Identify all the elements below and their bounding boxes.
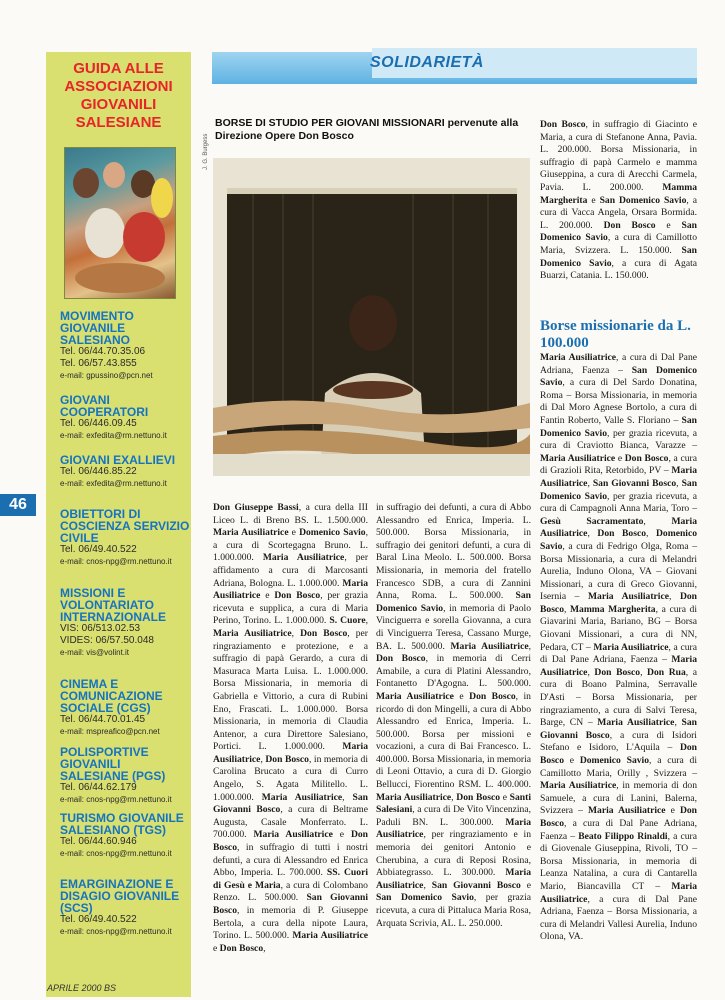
column-text: in suffragio dei defunti, a cura di Abbo Alessandro ed Enrica, Imperia. L. 500.000. Borsa Missionaria, in suffragio dei genitori defunti, a cura di Baral Lina Meolo. L. 500.000. Borsa Missionaria, in memoria del fratello Francesco SDB, a cura di Zannini Anna, Roma. L. 500.000. San Domenico Savio, in memoria di Paolo Vinciguerra e sorella Giovanna, a cura di Vinciguerra Teresa, Cassano Murge, BA. L. 500.000. Maria Ausiliatrice, Don Bosco, in memoria di Cerri Amabile, a cura di Platini Alessandro, Fontanetto D'Agogna. L. 500.000. Maria Ausiliatrice e Don Bosco, in ricordo di don Mingelli, a cura di Abbo Alessandro ed Enrica, Imperia. L. 500.000. Borsa per missioni e vocazioni, a cura di Bai Francesco. L. 400.000. Borsa Missionaria, in memoria di Leoni Ottavio, a cura di D. Giorgio Bellucci, Fiorentino RSM. L. 400.000. Maria Ausiliatrice, Don Bosco e Santi Salesiani, a cura di De Vito Vincenzina, Paduli BN. L. 300.000. Maria Ausiliatrice, per ringraziamento e in memoria dei genitori Antonio e Cherubina, a cura di Reposi Rosina, Abbiategrasso. L. 300.000. Maria Ausiliatrice, San Giovanni Bosco e San Domenico Savio, per grazia ricevuta, a cura di Pittaluca Maria Rosa, Arquata Scrivia, AL. L. 250.000. — [376, 502, 532, 929]
org-name: GIOVANI EXALLIEVI — [60, 453, 176, 467]
org-email[interactable]: e-mail: vis@volint.it — [60, 648, 130, 657]
org-name: OBIETTORI DI COSCIENZA SERVIZIO CIVILE — [60, 507, 190, 545]
org-email[interactable]: e-mail: cnos-npg@rm.nettuno.it — [60, 927, 172, 936]
org-tgs — [60, 812, 190, 859]
org-phone: Tel. 06/49.40.522 — [60, 914, 137, 925]
org-name: TURISMO GIOVANILE SALESIANO (TGS) — [60, 811, 184, 837]
org-phone: VIDES: 06/57.50.048 — [60, 635, 154, 646]
photo-illustration — [213, 158, 530, 476]
org-name: POLISPORTIVE GIOVANILI SALESIANE (PGS) — [60, 745, 166, 783]
org-exallievi — [60, 454, 190, 489]
org-phone: Tel. 06/446.85.22 — [60, 466, 137, 477]
photo-credit: J. G. Burgess — [203, 133, 209, 170]
org-name: EMARGINAZIONE E DISAGIO GIOVANILE (SCS) — [60, 877, 180, 915]
org-email[interactable]: e-mail: exfedita@rm.nettuno.it — [60, 479, 167, 488]
org-scs — [60, 878, 190, 937]
article-title: BORSE DI STUDIO PER GIOVANI MISSIONARI pervenute alla Direzione Opere Don Bosco — [215, 117, 519, 142]
sidebar-title: GUIDA ALLE ASSOCIAZIONI GIOVANILI SALESIANE — [64, 60, 173, 131]
org-email[interactable]: e-mail: exfedita@rm.nettuno.it — [60, 431, 167, 440]
org-phone: VIS: 06/513.02.53 — [60, 623, 141, 634]
org-phone: Tel. 06/446.09.45 — [60, 418, 137, 429]
org-obiettori — [60, 508, 190, 567]
org-phone: Tel. 06/44.70.35.06 — [60, 346, 146, 357]
article-column-2 — [376, 502, 531, 930]
org-phone: Tel. 06/44.60.946 — [60, 836, 137, 847]
org-cooperatori — [60, 394, 190, 441]
footer-issue: APRILE 2000 BS — [47, 983, 117, 993]
column-text: Don Bosco, in suffragio di Giacinto e Maria, a cura di Stefanone Anna, Pavia. L. 200.000. Borsa Missionaria, in suffragio di papà Carmelo e mamma Giuseppina, a cura di Arecchi Carmela, Pavia. L. 200.000. Mamma Margherita e San Domenico Savio, a cura di Vacca Angela, Orsara Bormida. L. 200.000. Don Bosco e San Domenico Savio, a cura di Camillotto Maria, Svizzera. L. 150.000. San Domenico Savio, a cura di Agata Buarzi, Catania. L. 150.000. — [540, 119, 697, 282]
article-column-3-bottom — [540, 352, 697, 944]
org-name: MOVIMENTO GIOVANILE SALESIANO — [60, 309, 134, 347]
section-title: SOLIDARIETÀ — [370, 54, 484, 71]
child-at-window-photo — [213, 158, 530, 476]
associations-sidebar — [46, 52, 191, 997]
org-name: GIOVANI COOPERATORI — [60, 393, 149, 419]
org-missioni — [60, 587, 190, 658]
org-phone: Tel. 06/57.43.855 — [60, 358, 137, 369]
org-cgs — [60, 678, 190, 737]
org-email[interactable]: e-mail: mspreafico@pcn.net — [60, 727, 160, 736]
org-email[interactable]: e-mail: cnos-npg@rm.nettuno.it — [60, 557, 172, 566]
org-phone: Tel. 06/44.62.179 — [60, 782, 137, 793]
org-email[interactable]: e-mail: cnos-npg@rm.nettuno.it — [60, 795, 172, 804]
column-text: Maria Ausiliatrice, a cura di Dal Pane Adriana, Faenza – San Domenico Savio, a cura di Del Sardo Donatina, Roma – Borsa Missionaria, in memoria di Dal Moro Agnese Bortolo, a cura di Fantin Roberto, Valle S. Floriano – San Domenico Savio, per grazia ricevuta, a cura di Craviotto Bianca, Varazze – Maria Ausiliatrice e Don Bosco, a cura di Grazioli Rita, Retorbido, PV – Maria Ausiliatrice, San Giovanni Bosco, San Domenico Savio, per grazia ricevuta, a cura di Campagnoli Anna Maria, Toro – Gesù Sacramentato, Maria Ausiliatrice, Don Bosco, Domenico Savio, a cura di Fedrigo Olga, Roma – Borsa Missionaria, a cura di Melandri Aurelia, Induno Olona, VA – Giovani Missionari, a cura di Greco Giovanni, Isernia – Maria Ausiliatrice, Don Bosco, Mamma Margherita, a cura di Giavarini Maria, Bariano, BG – Borsa Giovani Missionari, a cura di NN, Pedara, CT – Maria Ausiliatrice, a cura di Dal Pane Adriana, Faenza – Maria Ausiliatrice, Don Bosco, Don Rua, a cura di Boano Palmina, Serravalle D'Asti – Borsa Missionaria, per ringraziamento, a cura di Salvi Teresa, Barge, CN – Maria Ausiliatrice, San Giovanni Bosco, a cura di Isidori Stefano e Isidoro, L'Aquila – Don Bosco e Domenico Savio, a cura di Camillotto Maria, Orilly , Svizzera – Maria Ausiliatrice, in memoria di don Samuele, a cura di Lanini, Balerna, Svizzera – Maria Ausiliatrice e Don Bosco, a cura di Dal Pane Adriana, Faenza – Beato Filippo Rinaldi, a cura di Giovenale Giuseppina, Rivoli, TO – Borsa Missionaria, in memoria di Leanza Natalina, a cura di Cantarella Mario, Biancavilla CT – Maria Ausiliatrice, a cura di Dal Pane Adriana, Faenza – Borsa Missionaria, a cura di Melandri Vallesi Aurelia, Induno Olona, VA. — [540, 352, 698, 943]
org-pgs — [60, 746, 190, 805]
column-text: Don Giuseppe Bassi, a cura della III Liceo L. di Breno BS. L. 1.500.000. Maria Ausiliatrice e Domenico Savio, a cura di Scortegagna Bruno. L. 1.000.000. Maria Ausiliatrice, per affidamento a cura di Marcosanti Adriana, Bologna. L. 1.000.000. Maria Ausiliatrice e Don Bosco, per grazia ricevuta e supplica, a cura di Maria Perino, Torino. L. 1.000.000. S. Cuore, Maria Ausiliatrice, Don Bosco, per ringraziamento e protezione, e a suffragio di papà Gerardo, a cura di Masuraca Marta Luisa. L. 1.000.000. Borsa Missionaria, in memoria di Gabriella e Vittorio, a cura di Rubini Eno, Frascati. L. 1.000.000. Borsa Missionaria, in memoria di Claudia Antenor, a cura Direttore Salesiano, Portici. L. 1.000.000. Maria Ausiliatrice, Don Bosco, in memoria di Carolina Brucato a cura di Curro Angelo, S. Agata Militello. L. 1.000.000. Maria Ausiliatrice, San Giovanni Bosco, a cura di Beltrame Augusta, Casale Monferrato. L. 700.000. Maria Ausiliatrice e Don Bosco, in suffragio di tutti i nostri defunti, a cura di Alessandro ed Enrica Abbo, Imperia. L. 700.000. SS. Cuori di Gesù e Maria, a cura di Colombano Renzo. L. 500.000. San Giovanni Bosco, in memoria di P. Giuseppe Bertola, a cura della nipote Laura, Torino. L. 500.000. Maria Ausiliatrice e Don Bosco, — [213, 502, 369, 954]
org-phone: Tel. 06/49.40.522 — [60, 544, 137, 555]
youth-group-photo — [64, 147, 176, 299]
page-number: 46 — [0, 494, 36, 516]
subsection-heading: Borse missionarie da L. 100.000 — [540, 318, 691, 351]
org-email[interactable]: e-mail: gpussino@pcn.net — [60, 371, 153, 380]
org-phone: Tel. 06/44.70.01.45 — [60, 714, 146, 725]
article-column-3-top — [540, 119, 697, 283]
org-mgs — [60, 310, 190, 381]
article-column-1 — [213, 502, 368, 955]
org-name: MISSIONI E VOLONTARIATO INTERNAZIONALE — [60, 586, 166, 624]
org-email[interactable]: e-mail: cnos-npg@rm.nettuno.it — [60, 849, 172, 858]
org-name: CINEMA E COMUNICAZIONE SOCIALE (CGS) — [60, 677, 163, 715]
